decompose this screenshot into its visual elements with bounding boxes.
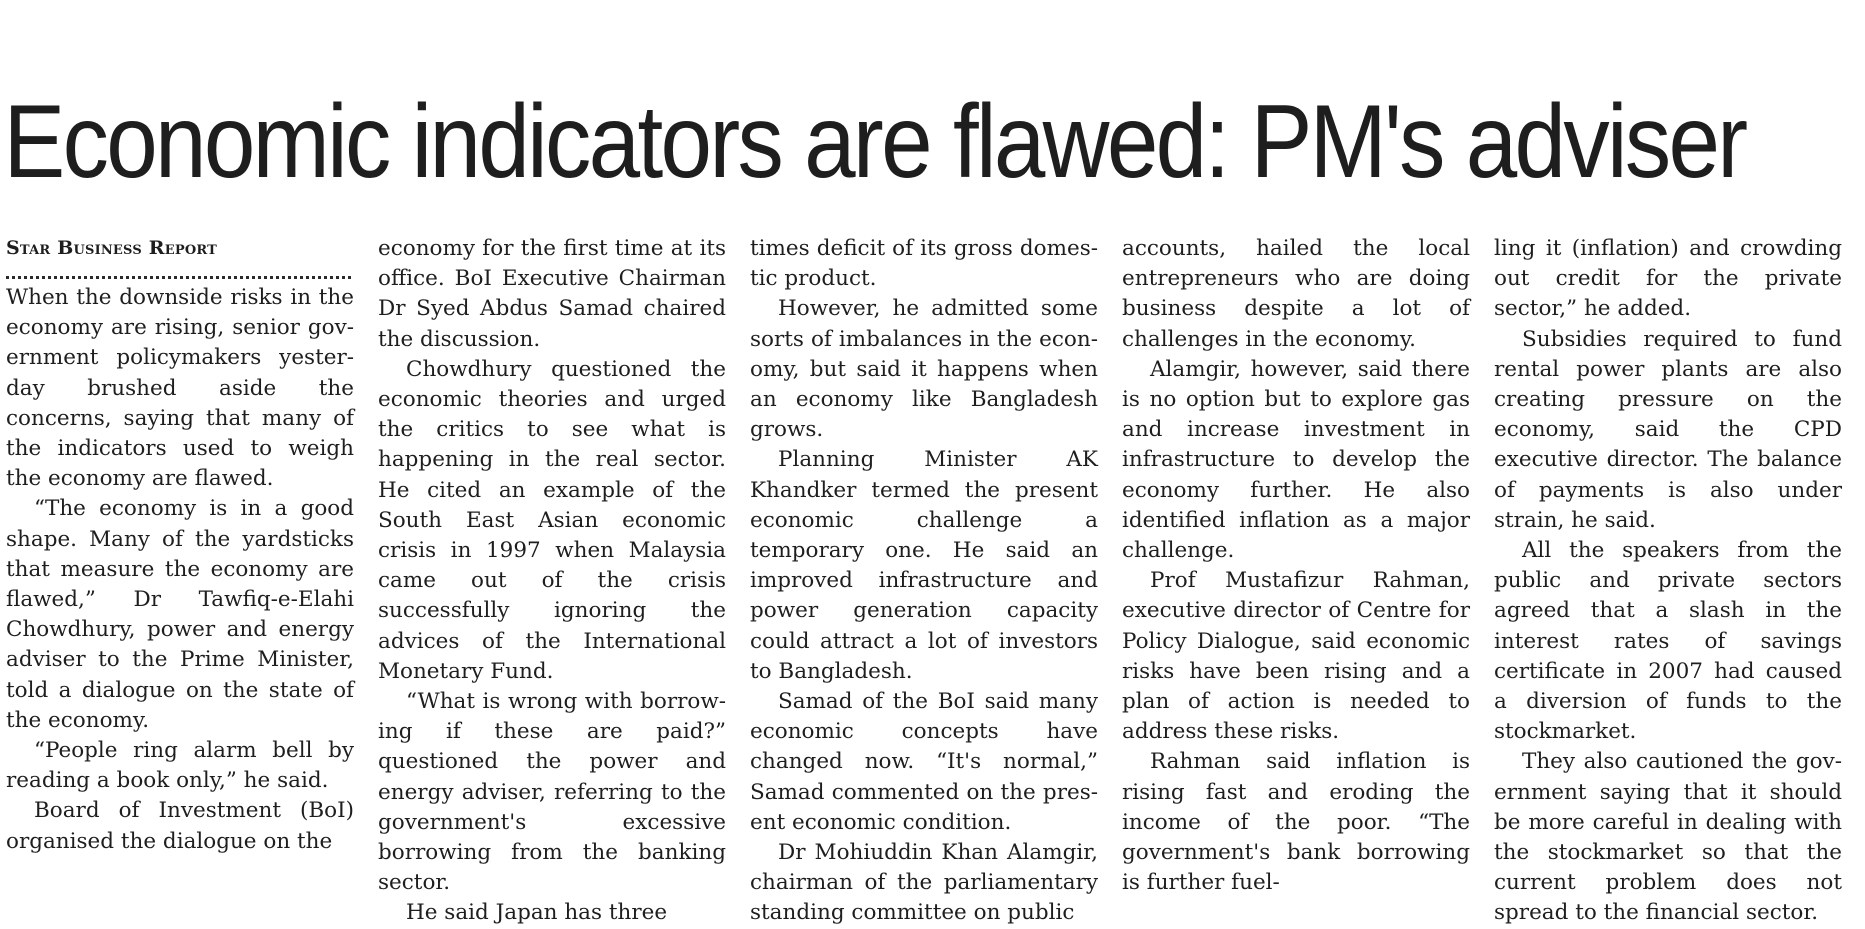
paragraph: All the speakers from the public and private sectors agreed that a slash in the interest rates of savings certificate in 2007 had caused a diversion of funds to the stockmarket. bbox=[1494, 538, 1842, 745]
paragraph: Subsidies required to fund rental power plants are also creating pressure on the economy, said the CPD executive director. The balance of payments is also under strain, he said. bbox=[1494, 326, 1842, 533]
paragraph: Samad of the BoI said many economic concepts have changed now. “It's normal,” Samad commented on the present economic condition. bbox=[750, 689, 1098, 835]
paragraph: Dr Mohiuddin Khan Alamgir, chairman of the parliamentary standing committee on public bbox=[750, 840, 1098, 926]
article-column-2 bbox=[378, 234, 726, 929]
paragraph: Planning Minister AK Khandker termed the present economic challenge a temporary one. He said an improved infrastructure and power generation capacity could attract a lot of investors to Bangladesh. bbox=[750, 447, 1098, 684]
paragraph: Board of Investment (BoI) organised the dialogue on the bbox=[6, 798, 354, 854]
paragraph: “People ring alarm bell by reading a book only,” he said. bbox=[6, 738, 354, 794]
paragraph: Chowdhury questioned the economic theories and urged the critics to see what is happening in the real sector. He cited an example of the South East Asian economic crisis in 1997 when Malaysia came out of the crisis successfully ignoring the advices of the International Monetary Fund. bbox=[378, 356, 726, 684]
paragraph: When the downside risks in the economy are rising, senior government policymakers yesterday brushed aside the concerns, saying that many of the indicators used to weigh the economy are flawed. bbox=[6, 285, 354, 492]
paragraph: He said Japan has three bbox=[406, 900, 668, 926]
headline-text: Economic indicators are flawed: PM's adviser bbox=[3, 84, 1746, 200]
article-column-1 bbox=[6, 234, 354, 857]
paragraph: Prof Mustafizur Rahman, executive director of Centre for Policy Dialogue, said economic risks have been rising and a plan of action is needed to address these risks. bbox=[1122, 568, 1470, 745]
headline bbox=[0, 82, 1865, 202]
byline-dotted-rule bbox=[6, 266, 351, 279]
paragraph: “What is wrong with borrowing if these are paid?” questioned the power and energy adviser, referring to the government's excessive borrowing from the banking sector. bbox=[378, 689, 726, 896]
paragraph: accounts, hailed the local entrepreneurs who are doing business despite a lot of challenges in the economy. bbox=[1122, 236, 1470, 352]
paragraph: They also cautioned the government saying that it should be more careful in dealing with the stockmarket so that the current problem does not spread to the financial sector. bbox=[1494, 749, 1842, 926]
paragraph: ling it (inflation) and crowding out credit for the private sector,” he added. bbox=[1494, 236, 1842, 322]
byline: Star Business Report bbox=[6, 237, 217, 259]
paragraph: Alamgir, however, said there is no option but to explore gas and increase investment in infrastructure to develop the economy further. He also identified inflation as a major challenge. bbox=[1122, 356, 1470, 564]
paragraph: However, he admitted some sorts of imbalances in the economy, but said it happens when an economy like Bangladesh grows. bbox=[750, 296, 1098, 443]
article-column-4 bbox=[1122, 234, 1470, 898]
article-column-5 bbox=[1494, 234, 1842, 929]
paragraph: Rahman said inflation is rising fast and eroding the income of the poor. “The government's bank borrowing is further fuel- bbox=[1122, 749, 1470, 896]
paragraph: times deficit of its gross domestic product. bbox=[750, 236, 1098, 292]
article-column-3 bbox=[750, 234, 1098, 929]
paragraph: economy for the first time at its office. BoI Executive Chairman Dr Syed Abdus Samad chaired the discussion. bbox=[378, 236, 726, 352]
paragraph: “The economy is in a good shape. Many of the yardsticks that measure the economy are flawed,” Dr Tawfiq-e-Elahi Chowdhury, power and energy adviser to the Prime Minister, told a dialogue on the state of the economy. bbox=[6, 496, 354, 733]
